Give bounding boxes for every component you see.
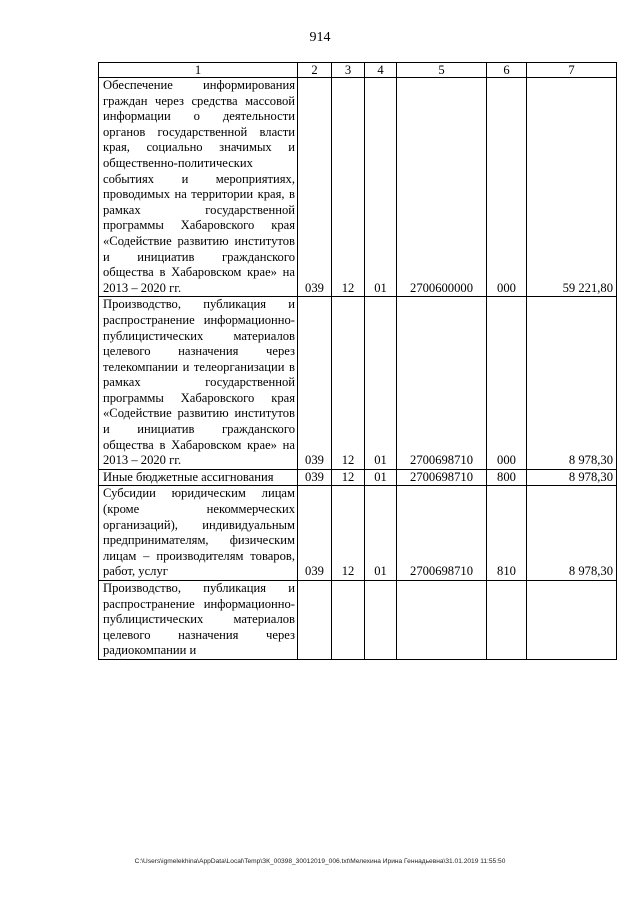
row-expense-type: 000 bbox=[487, 297, 527, 470]
row-subsection bbox=[365, 581, 397, 660]
row-amount bbox=[527, 581, 617, 660]
row-name: Иные бюджетные ассигнования bbox=[99, 469, 298, 486]
table-row bbox=[99, 486, 617, 581]
row-admin-code bbox=[298, 581, 332, 660]
header-cell: 2 bbox=[298, 63, 332, 78]
row-admin-code: 039 bbox=[298, 78, 332, 297]
row-amount: 8 978,30 bbox=[527, 486, 617, 581]
file-path-footer: C:\Users\igmelekhina\AppData\Local\Temp\ЗК_00398_30012019_006.txt\Мелехина Ирина Геннадьевна\31.01.2019 11:55:50 bbox=[134, 858, 506, 865]
row-section: 12 bbox=[332, 78, 365, 297]
row-admin-code: 039 bbox=[298, 297, 332, 470]
row-admin-code: 039 bbox=[298, 486, 332, 581]
row-section: 12 bbox=[332, 297, 365, 470]
table-header-row bbox=[99, 63, 617, 78]
row-section: 12 bbox=[332, 469, 365, 486]
row-subsection: 01 bbox=[365, 297, 397, 470]
row-name: Производство, публикация и распространение информационно-публицистических материалов целевого назначения через радиокомпании и bbox=[99, 581, 298, 660]
page-number: 914 bbox=[309, 30, 331, 45]
row-expense-type: 800 bbox=[487, 469, 527, 486]
row-admin-code: 039 bbox=[298, 469, 332, 486]
header-cell: 6 bbox=[487, 63, 527, 78]
header-cell: 1 bbox=[99, 63, 298, 78]
row-name: Субсидии юридическим лицам (кроме некоммерческих организаций), индивидуальным предпринимателям, физическим лицам – производителям товаров, работ, услуг bbox=[99, 486, 298, 581]
row-target-code: 2700600000 bbox=[397, 78, 487, 297]
row-target-code: 2700698710 bbox=[397, 297, 487, 470]
header-cell: 7 bbox=[527, 63, 617, 78]
row-amount: 59 221,80 bbox=[527, 78, 617, 297]
row-expense-type bbox=[487, 581, 527, 660]
row-subsection: 01 bbox=[365, 78, 397, 297]
row-amount: 8 978,30 bbox=[527, 297, 617, 470]
header-cell: 4 bbox=[365, 63, 397, 78]
header-cell: 5 bbox=[397, 63, 487, 78]
row-subsection: 01 bbox=[365, 469, 397, 486]
row-name: Обеспечение информирования граждан через средства массовой информации о деятельности органов государственной власти края, социально значимых и общественно-политических событиях и мероприятиях, проводимых на территории края, в рамках государственной программы Хабаровского края «Содействие развитию институтов и инициатив гражданского общества в Хабаровском крае» на 2013 – 2020 гг. bbox=[99, 78, 298, 297]
row-subsection: 01 bbox=[365, 486, 397, 581]
row-section bbox=[332, 581, 365, 660]
row-name: Производство, публикация и распространение информационно-публицистических материалов целевого назначения через телекомпании и телеорганизации в рамках государственной программы Хабаровского края «Содействие развитию институтов и инициатив гражданского общества в Хабаровском крае» на 2013 – 2020 гг. bbox=[99, 297, 298, 470]
budget-table bbox=[98, 62, 617, 660]
table-row bbox=[99, 469, 617, 486]
row-target-code bbox=[397, 581, 487, 660]
row-expense-type: 810 bbox=[487, 486, 527, 581]
row-target-code: 2700698710 bbox=[397, 469, 487, 486]
table-row bbox=[99, 581, 617, 660]
row-section: 12 bbox=[332, 486, 365, 581]
table-row bbox=[99, 78, 617, 297]
row-target-code: 2700698710 bbox=[397, 486, 487, 581]
header-cell: 3 bbox=[332, 63, 365, 78]
table-row bbox=[99, 297, 617, 470]
row-expense-type: 000 bbox=[487, 78, 527, 297]
row-amount: 8 978,30 bbox=[527, 469, 617, 486]
